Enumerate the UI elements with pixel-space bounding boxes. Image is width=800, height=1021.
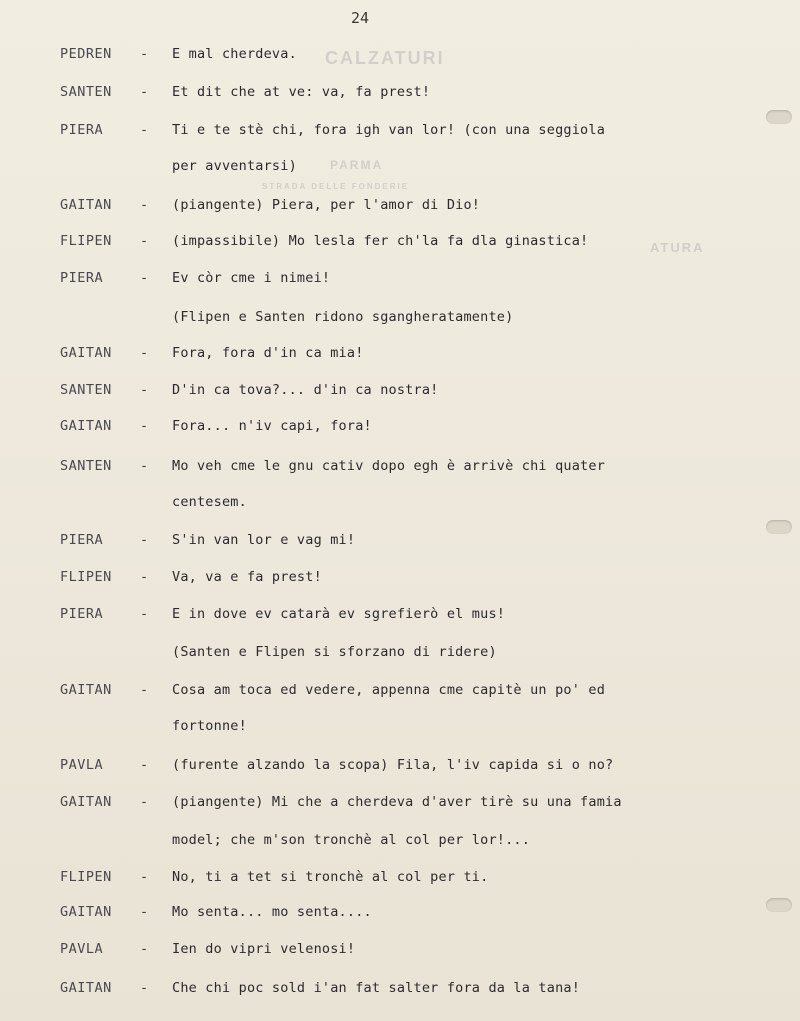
- bleed-through-stamp: STRADA DELLE FONDERIE: [262, 182, 410, 191]
- dialogue-line: [0, 941, 800, 965]
- speaker-dash: -: [140, 270, 149, 286]
- speaker-name: PIERA: [60, 122, 104, 138]
- dialogue-line: [0, 84, 800, 108]
- speaker-name: PIERA: [60, 532, 104, 548]
- speaker-name: FLIPEN: [60, 569, 112, 585]
- speaker-name: SANTEN: [60, 84, 112, 100]
- dialogue-line: [0, 682, 800, 706]
- speaker-dash: -: [140, 532, 149, 548]
- speaker-dash: -: [140, 941, 149, 957]
- dialogue-text: Ti e te stè chi, fora igh van lor! (con una seggiola: [172, 122, 606, 138]
- dialogue-text: S'in van lor e vag mi!: [172, 532, 356, 548]
- speaker-dash: -: [140, 682, 149, 698]
- speaker-dash: -: [140, 46, 149, 62]
- dialogue-text: (piangente) Mi che a cherdeva d'aver tirè su una famia: [172, 794, 622, 810]
- dialogue-text: Mo senta... mo senta....: [172, 904, 372, 920]
- bleed-through-stamp: PARMA: [330, 158, 384, 172]
- dialogue-text: (impassibile) Mo lesla fer ch'la fa dla ginastica!: [172, 233, 589, 249]
- speaker-dash: -: [140, 197, 149, 213]
- speaker-name: PAVLA: [60, 757, 104, 773]
- dialogue-line: [0, 869, 800, 893]
- page-number: 24: [350, 9, 370, 27]
- dialogue-line: [0, 46, 800, 70]
- dialogue-line: [0, 270, 800, 294]
- dialogue-line: [0, 757, 800, 781]
- speaker-name: FLIPEN: [60, 233, 112, 249]
- dialogue-line: [0, 904, 800, 928]
- speaker-name: GAITAN: [60, 345, 112, 361]
- continuation-line: [0, 718, 800, 742]
- speaker-dash: -: [140, 980, 149, 996]
- speaker-name: SANTEN: [60, 458, 112, 474]
- speaker-name: GAITAN: [60, 682, 112, 698]
- speaker-dash: -: [140, 418, 149, 434]
- continuation-line: [0, 494, 800, 518]
- speaker-dash: -: [140, 84, 149, 100]
- continuation-line: [0, 309, 800, 333]
- dialogue-line: [0, 794, 800, 818]
- dialogue-text: E mal cherdeva.: [172, 46, 297, 62]
- dialogue-text: Fora, fora d'in ca mia!: [172, 345, 364, 361]
- stage-direction-text: per avventarsi): [172, 158, 297, 174]
- speaker-dash: -: [140, 606, 149, 622]
- speaker-dash: -: [140, 233, 149, 249]
- dialogue-line: [0, 233, 800, 257]
- speaker-name: GAITAN: [60, 197, 112, 213]
- speaker-name: PIERA: [60, 270, 104, 286]
- speaker-dash: -: [140, 122, 149, 138]
- dialogue-line: [0, 532, 800, 556]
- dialogue-text: E in dove ev catarà ev sgrefierò el mus!: [172, 606, 506, 622]
- speaker-dash: -: [140, 794, 149, 810]
- speaker-name: FLIPEN: [60, 869, 112, 885]
- dialogue-text: Va, va e fa prest!: [172, 569, 322, 585]
- speaker-name: PIERA: [60, 606, 104, 622]
- stage-direction-text: (Flipen e Santen ridono sgangheratamente): [172, 309, 514, 325]
- stage-direction-text: centesem.: [172, 494, 247, 510]
- dialogue-line: [0, 382, 800, 406]
- speaker-dash: -: [140, 382, 149, 398]
- dialogue-line: [0, 458, 800, 482]
- speaker-name: PAVLA: [60, 941, 104, 957]
- speaker-name: GAITAN: [60, 980, 112, 996]
- dialogue-text: (furente alzando la scopa) Fila, l'iv capida si o no?: [172, 757, 614, 773]
- dialogue-text: Cosa am toca ed vedere, appenna cme capitè un po' ed: [172, 682, 606, 698]
- dialogue-line: [0, 122, 800, 146]
- dialogue-line: [0, 606, 800, 630]
- stage-direction-text: (Santen e Flipen si sforzano di ridere): [172, 644, 497, 660]
- dialogue-text: Fora... n'iv capi, fora!: [172, 418, 372, 434]
- speaker-dash: -: [140, 757, 149, 773]
- dialogue-line: [0, 418, 800, 442]
- dialogue-line: [0, 345, 800, 369]
- stage-direction-text: model; che m'son tronchè al col per lor!...: [172, 832, 531, 848]
- dialogue-text: Ien do vipri velenosi!: [172, 941, 356, 957]
- dialogue-text: Et dit che at ve: va, fa prest!: [172, 84, 431, 100]
- dialogue-line: [0, 569, 800, 593]
- speaker-name: SANTEN: [60, 382, 112, 398]
- stage-direction-text: fortonne!: [172, 718, 247, 734]
- speaker-dash: -: [140, 345, 149, 361]
- dialogue-line: [0, 980, 800, 1004]
- dialogue-text: Che chi poc sold i'an fat salter fora da la tana!: [172, 980, 581, 996]
- speaker-dash: -: [140, 458, 149, 474]
- speaker-name: GAITAN: [60, 904, 112, 920]
- speaker-dash: -: [140, 904, 149, 920]
- bleed-through-stamp: ATURA: [650, 240, 705, 255]
- dialogue-text: Ev còr cme i nimei!: [172, 270, 331, 286]
- speaker-dash: -: [140, 569, 149, 585]
- dialogue-text: No, ti a tet si tronchè al col per ti.: [172, 869, 489, 885]
- speaker-dash: -: [140, 869, 149, 885]
- continuation-line: [0, 832, 800, 856]
- speaker-name: PEDREN: [60, 46, 112, 62]
- continuation-line: [0, 158, 800, 182]
- dialogue-text: (piangente) Piera, per l'amor di Dio!: [172, 197, 481, 213]
- dialogue-text: Mo veh cme le gnu cativ dopo egh è arrivè chi quater: [172, 458, 606, 474]
- speaker-name: GAITAN: [60, 418, 112, 434]
- speaker-name: GAITAN: [60, 794, 112, 810]
- bleed-through-stamp: CALZATURI: [325, 48, 445, 68]
- dialogue-line: [0, 197, 800, 221]
- continuation-line: [0, 644, 800, 668]
- dialogue-text: D'in ca tova?... d'in ca nostra!: [172, 382, 439, 398]
